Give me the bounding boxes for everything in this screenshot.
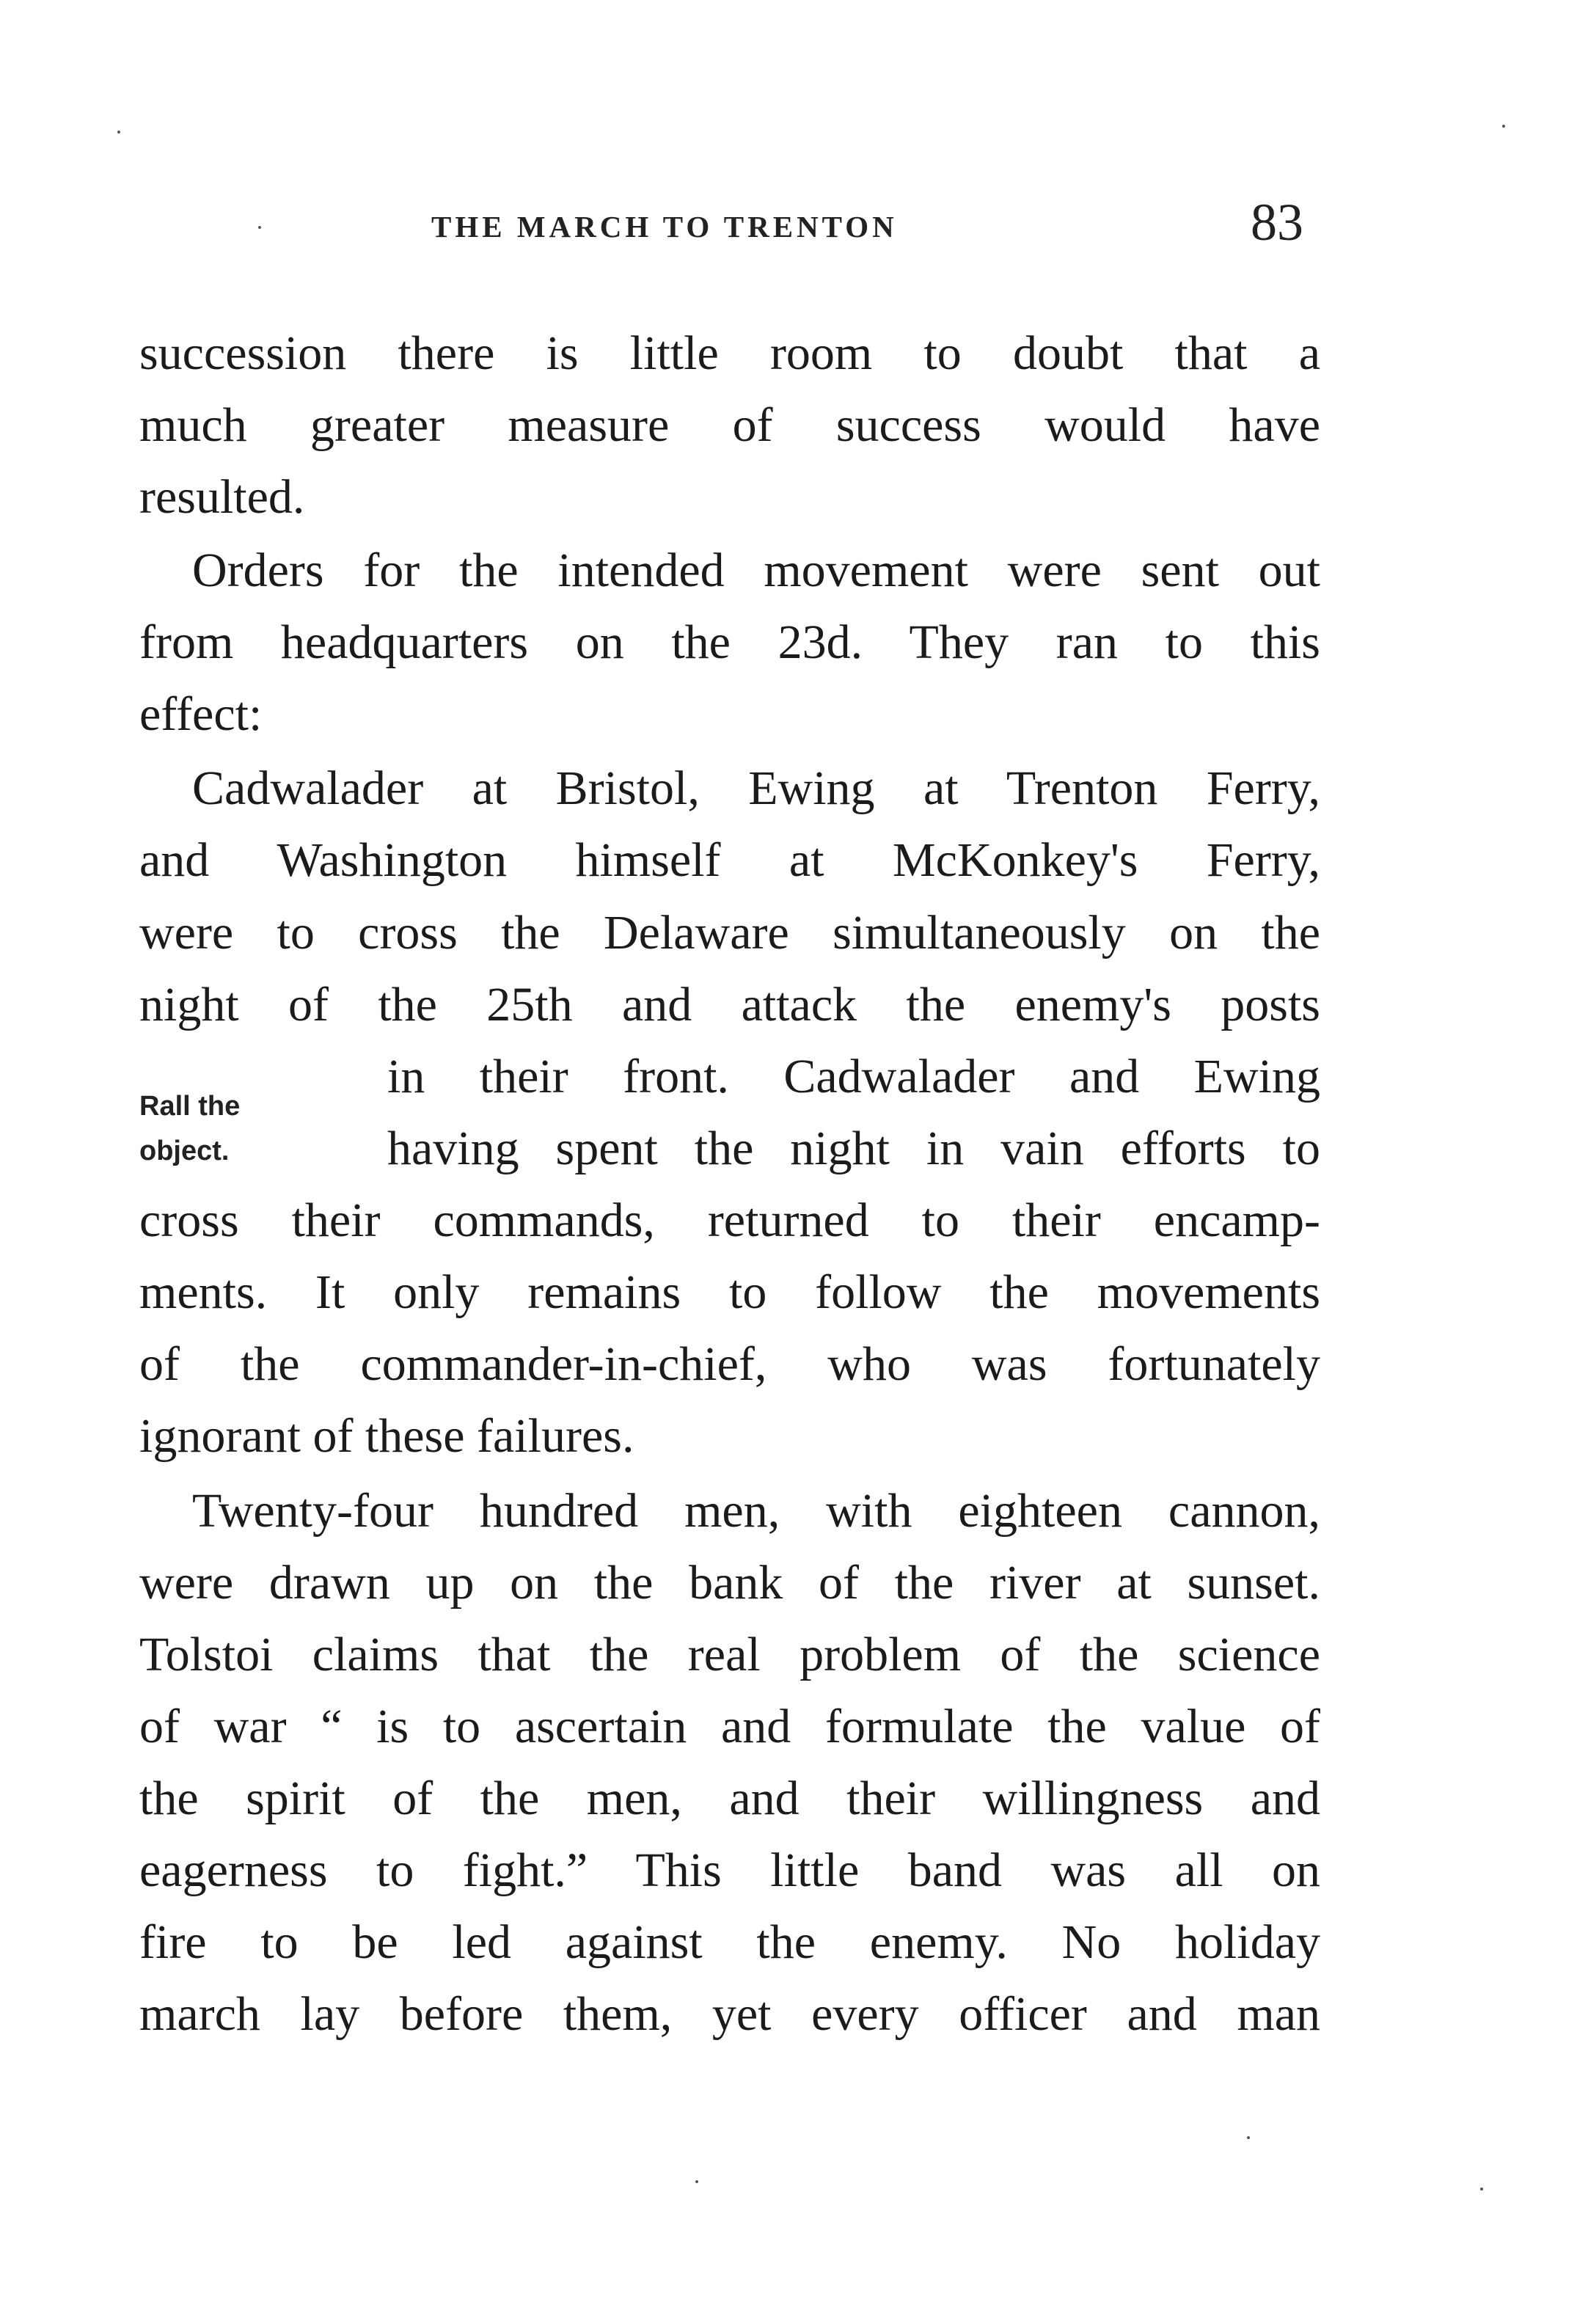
running-head-title: THE MARCH TO TRENTON bbox=[431, 210, 898, 244]
text-line: Twenty-four hundred men, with eighteen cannon, bbox=[192, 1484, 1320, 1538]
text-line: in their front. Cadwalader and Ewing bbox=[387, 1050, 1320, 1103]
text-line: cross their commands, returned to their encamp- bbox=[139, 1194, 1320, 1247]
margin-note-line: object. bbox=[139, 1136, 230, 1166]
text-line: succession there is little room to doubt that a bbox=[139, 326, 1320, 380]
paper-speck bbox=[1502, 125, 1505, 128]
text-line: and Washington himself at McKonkey's Ferry, bbox=[139, 833, 1320, 887]
text-line: fire to be led against the enemy. No holiday bbox=[139, 1915, 1320, 1969]
text-line: were to cross the Delaware simultaneously on the bbox=[139, 906, 1320, 960]
text-line: much greater measure of success would have bbox=[139, 398, 1320, 452]
text-line: of the commander-in-chief, who was fortunately bbox=[139, 1337, 1320, 1391]
text-line: effect: bbox=[139, 687, 263, 741]
text-line: from headquarters on the 23d. They ran to this bbox=[139, 615, 1320, 669]
paper-speck bbox=[1480, 2188, 1483, 2190]
text-line: resulted. bbox=[139, 470, 305, 524]
text-line: of war “ is to ascertain and formulate the value of bbox=[139, 1700, 1320, 1753]
margin-note-line: Rall the bbox=[139, 1091, 241, 1122]
text-line: night of the 25th and attack the enemy's posts bbox=[139, 978, 1320, 1031]
text-line: were drawn up on the bank of the river at sunset. bbox=[139, 1556, 1320, 1609]
paper-speck bbox=[117, 131, 120, 134]
text-line: ignorant of these failures. bbox=[139, 1409, 634, 1463]
paper-speck bbox=[258, 226, 261, 229]
text-line: ments. It only remains to follow the movements bbox=[139, 1265, 1320, 1319]
text-line: Cadwalader at Bristol, Ewing at Trenton Ferry, bbox=[192, 761, 1320, 815]
page-number: 83 bbox=[1251, 193, 1303, 252]
text-line: Tolstoi claims that the real problem of the science bbox=[139, 1628, 1320, 1681]
paper-speck bbox=[1247, 2136, 1250, 2139]
text-line: the spirit of the men, and their willingness and bbox=[139, 1772, 1320, 1825]
text-line: Orders for the intended movement were sent out bbox=[192, 544, 1320, 597]
paper-speck bbox=[695, 2180, 698, 2183]
text-line: march lay before them, yet every officer and man bbox=[139, 1987, 1320, 2041]
text-line: eagerness to fight.” This little band was all on bbox=[139, 1844, 1320, 1897]
text-line: having spent the night in vain efforts to bbox=[387, 1122, 1320, 1175]
